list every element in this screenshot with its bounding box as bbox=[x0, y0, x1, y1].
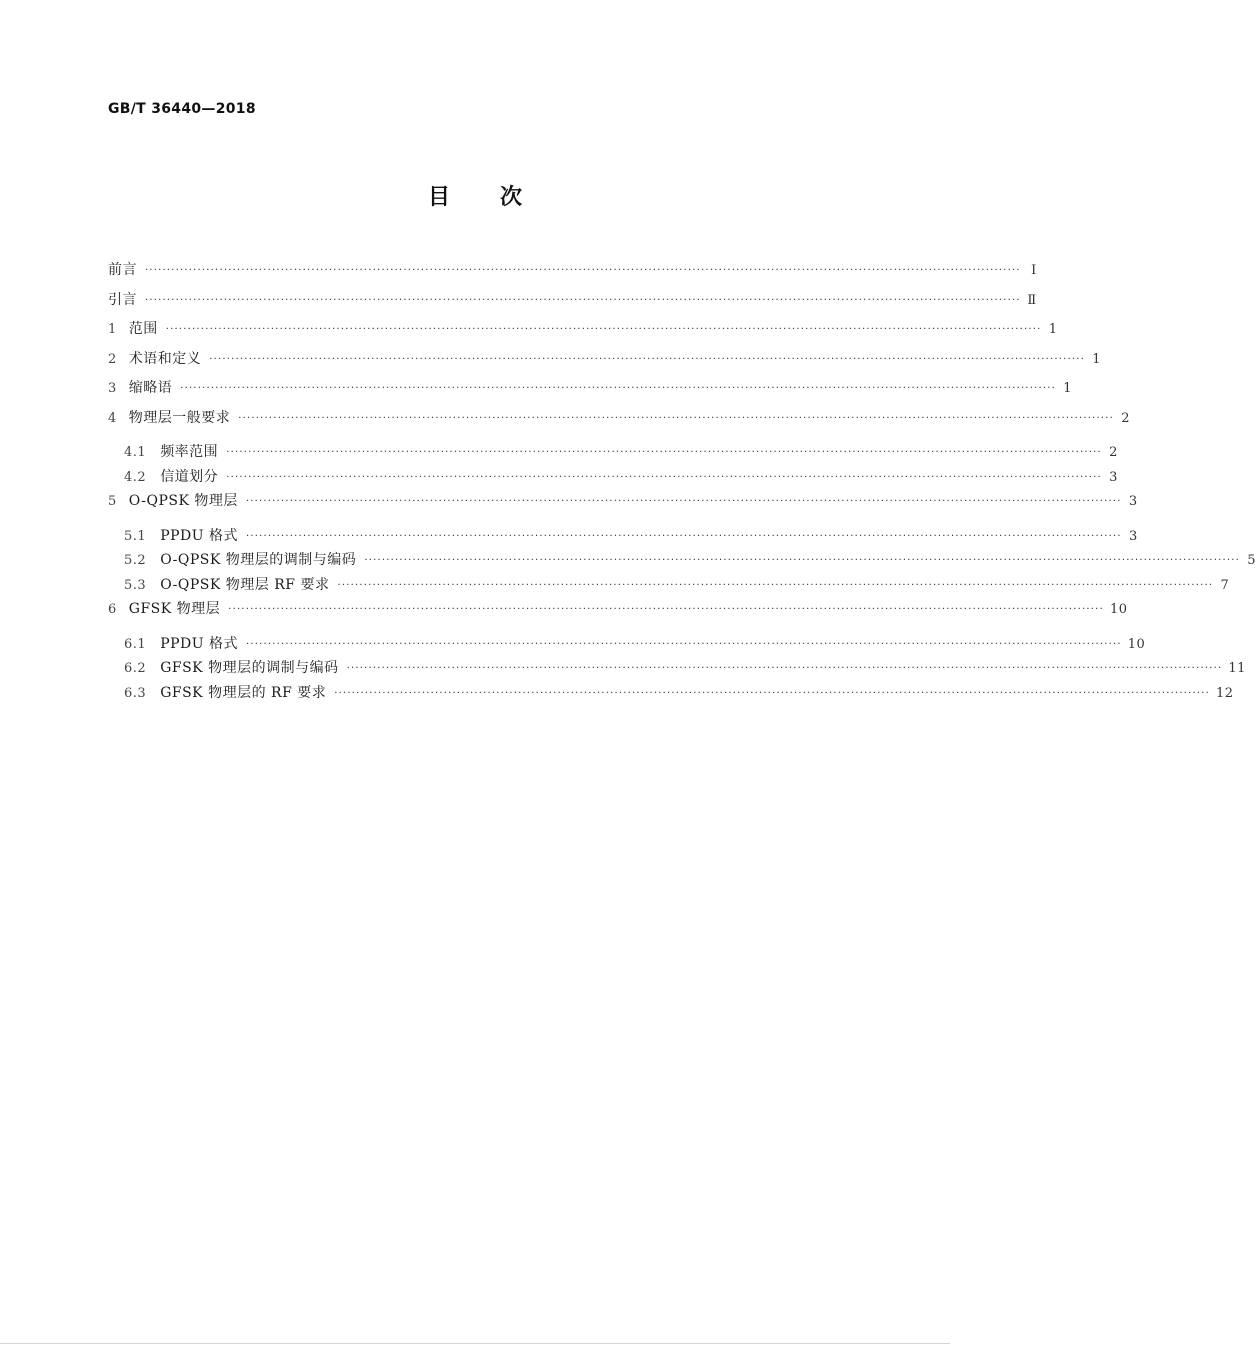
toc-entry-number: 4 bbox=[108, 410, 117, 426]
toc-leader-dots: ········································································································································································································ bbox=[346, 663, 1223, 674]
toc-leader-dots: ········································································································································································································ bbox=[246, 638, 1122, 650]
toc-entry-page: 1 bbox=[1048, 322, 1058, 337]
toc-entry[interactable] bbox=[108, 573, 1230, 598]
toc-entry-label: GFSK 物理层的调制与编码 bbox=[160, 660, 339, 676]
toc-entry-page: 5 bbox=[1247, 553, 1256, 568]
table-of-contents bbox=[108, 258, 1256, 705]
toc-entry-label: 频率范围 bbox=[160, 444, 219, 460]
toc-entry-page: 12 bbox=[1216, 685, 1234, 701]
toc-entry-label: O-QPSK 物理层的调制与编码 bbox=[160, 552, 357, 568]
toc-entry-page: Ⅰ bbox=[1031, 263, 1037, 278]
toc-entry[interactable] bbox=[108, 489, 1138, 519]
toc-leader-dots: ········································································································································································································ bbox=[337, 579, 1214, 591]
toc-entry-page: 2 bbox=[1109, 445, 1118, 460]
toc-entry-page: 3 bbox=[1128, 494, 1138, 509]
toc-entry-number: 4.2 bbox=[124, 469, 147, 485]
toc-entry-label: 信道划分 bbox=[160, 468, 219, 485]
toc-leader-dots: ········································································································································································································ bbox=[228, 604, 1104, 615]
page-title: 目次 bbox=[427, 185, 572, 210]
toc-entry-number: 3 bbox=[108, 381, 117, 396]
toc-leader-dots: ········································································································································································································ bbox=[226, 471, 1102, 483]
toc-entry-page: 2 bbox=[1121, 410, 1131, 426]
toc-entry[interactable] bbox=[108, 597, 1128, 627]
toc-entry-number: 5.2 bbox=[124, 553, 147, 568]
toc-leader-dots: ········································································································································································································ bbox=[226, 447, 1102, 458]
toc-leader-dots: ········································································································································································································ bbox=[165, 324, 1042, 335]
toc-entry[interactable] bbox=[108, 465, 1118, 490]
toc-entry-page: 10 bbox=[1109, 602, 1128, 617]
page-bottom-divider bbox=[0, 1343, 950, 1344]
toc-entry-number: 4.1 bbox=[124, 445, 147, 460]
toc-entry-number: 5.3 bbox=[124, 577, 147, 593]
toc-entry-page: 11 bbox=[1228, 661, 1246, 676]
toc-entry-label: 物理层一般要求 bbox=[128, 409, 231, 426]
toc-entry[interactable] bbox=[108, 548, 1256, 573]
toc-entry-label: 缩略语 bbox=[128, 380, 173, 396]
toc-leader-dots: ········································································································································································································ bbox=[145, 294, 1021, 306]
toc-entry-number: 6.2 bbox=[124, 661, 147, 676]
toc-entry-label: GFSK 物理层的 RF 要求 bbox=[160, 684, 327, 701]
toc-entry[interactable] bbox=[108, 258, 1037, 288]
toc-entry-number: 6 bbox=[108, 602, 117, 617]
toc-entry-page: 1 bbox=[1063, 381, 1073, 396]
toc-entry[interactable] bbox=[108, 376, 1073, 406]
toc-entry-page: 7 bbox=[1220, 577, 1230, 593]
toc-entry-label: PPDU 格式 bbox=[160, 527, 239, 544]
toc-leader-dots: ········································································································································································································ bbox=[238, 412, 1115, 424]
toc-leader-dots: ········································································································································································································ bbox=[180, 383, 1057, 394]
toc-entry-label: O-QPSK 物理层 RF 要求 bbox=[160, 576, 330, 593]
toc-leader-dots: ········································································································································································································ bbox=[334, 687, 1210, 699]
toc-entry-number: 6.1 bbox=[124, 636, 147, 652]
toc-entry-number: 1 bbox=[108, 322, 117, 337]
toc-leader-dots: ········································································································································································································ bbox=[209, 353, 1086, 365]
toc-entry-label: O-QPSK 物理层 bbox=[128, 493, 238, 509]
toc-entry-number: 2 bbox=[108, 351, 117, 367]
toc-leader-dots: ········································································································································································································ bbox=[246, 530, 1122, 542]
toc-entry-page: Ⅱ bbox=[1027, 292, 1037, 308]
toc-entry-page: 1 bbox=[1092, 351, 1102, 367]
toc-leader-dots: ········································································································································································································ bbox=[364, 555, 1241, 566]
toc-entry[interactable] bbox=[108, 524, 1138, 549]
toc-leader-dots: ········································································································································································································ bbox=[245, 496, 1122, 507]
toc-entry[interactable] bbox=[108, 440, 1118, 465]
toc-entry[interactable] bbox=[108, 656, 1246, 681]
toc-entry[interactable] bbox=[108, 347, 1102, 377]
toc-entry-label: PPDU 格式 bbox=[160, 635, 239, 652]
toc-entry-label: GFSK 物理层 bbox=[128, 601, 221, 617]
document-code: GB/T 36440—2018 bbox=[108, 101, 256, 117]
toc-entry-page: 3 bbox=[1109, 469, 1118, 485]
toc-entry-label: 引言 bbox=[108, 291, 137, 308]
toc-leader-dots: ········································································································································································································ bbox=[145, 265, 1021, 276]
toc-entry-label: 范围 bbox=[128, 321, 158, 337]
toc-entry[interactable] bbox=[108, 288, 1037, 318]
toc-entry-page: 10 bbox=[1127, 636, 1146, 652]
toc-entry-number: 5 bbox=[108, 494, 117, 509]
toc-entry-number: 5.1 bbox=[124, 528, 147, 544]
toc-entry-number: 6.3 bbox=[124, 685, 147, 701]
toc-entry-label: 术语和定义 bbox=[128, 350, 202, 367]
toc-entry-page: 3 bbox=[1128, 528, 1138, 544]
toc-entry-label: 前言 bbox=[108, 262, 137, 278]
toc-entry[interactable] bbox=[108, 406, 1131, 436]
toc-entry[interactable] bbox=[108, 632, 1146, 657]
toc-entry[interactable] bbox=[108, 317, 1058, 347]
toc-entry[interactable] bbox=[108, 681, 1234, 706]
